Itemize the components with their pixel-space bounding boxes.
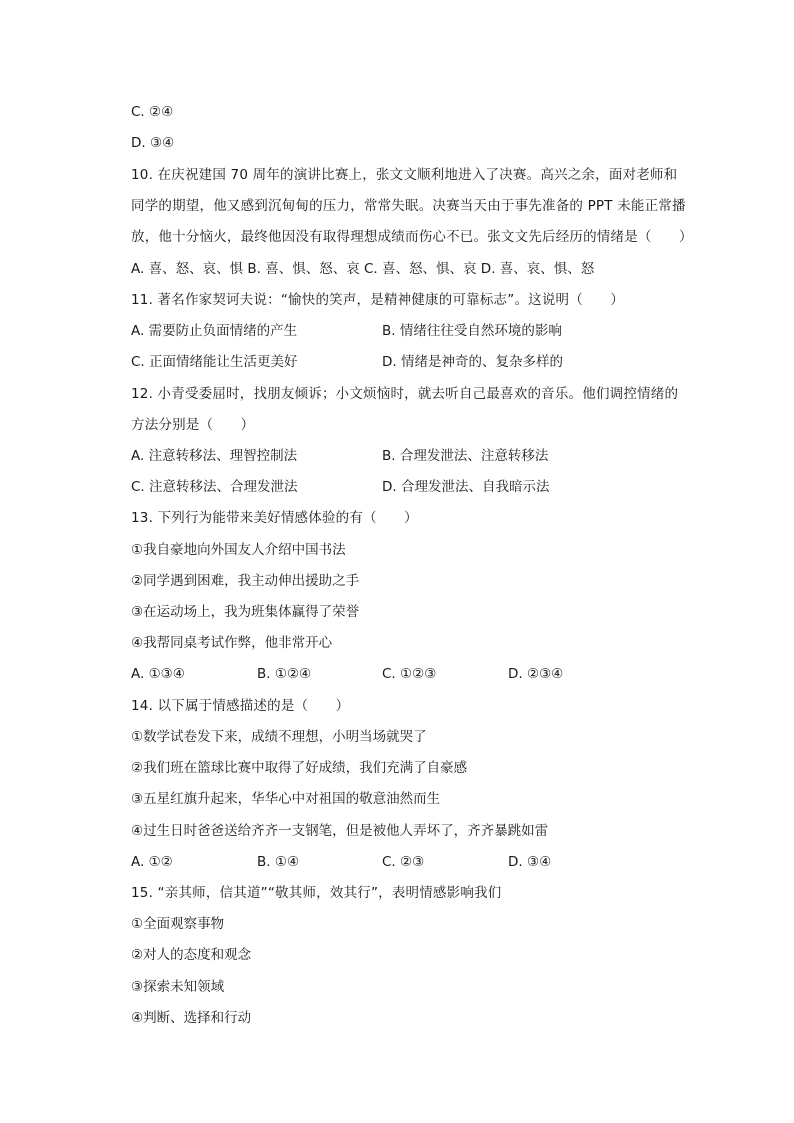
q14-item-2: ②我们班在篮球比赛中取得了好成绩，我们充满了自豪感 xyxy=(131,760,468,776)
q15-stem: 15. “亲其师，信其道”“敬其师，效其行”，表明情感影响我们 xyxy=(131,885,502,901)
q15-item-4: ④判断、选择和行动 xyxy=(131,1010,252,1026)
q9-option-d: D. ③④ xyxy=(131,135,175,151)
q13-option-c: C. ①②③ xyxy=(382,666,437,682)
q12-option-d: D. 合理发泄法、自我暗示法 xyxy=(382,479,550,495)
q11-stem: 11. 著名作家契诃夫说：“愉快的笑声，是精神健康的可靠标志”。这说明（ ） xyxy=(131,292,625,308)
q13-option-b: B. ①②④ xyxy=(257,666,312,682)
q15-item-3: ③探索未知领域 xyxy=(131,979,225,995)
q14-stem: 14. 以下属于情感描述的是（ ） xyxy=(131,698,350,714)
q12-option-c: C. 注意转移法、合理发泄法 xyxy=(131,479,298,495)
q11-option-b: B. 情绪往往受自然环境的影响 xyxy=(382,323,562,339)
q12-stem-line2: 方法分别是（ ） xyxy=(131,417,255,433)
q13-item-3: ③在运动场上，我为班集体赢得了荣誉 xyxy=(131,604,360,620)
q11-option-d: D. 情绪是神奇的、复杂多样的 xyxy=(382,354,563,370)
q14-option-d: D. ③④ xyxy=(508,854,552,870)
q14-item-1: ①数学试卷发下来，成绩不理想，小明当场就哭了 xyxy=(131,729,427,745)
q13-item-1: ①我自豪地向外国友人介绍中国书法 xyxy=(131,542,346,558)
q14-item-4: ④过生日时爸爸送给齐齐一支钢笔，但是被他人弄坏了，齐齐暴跳如雷 xyxy=(131,823,549,839)
q13-option-a: A. ①③④ xyxy=(131,666,185,682)
q9-option-c: C. ②④ xyxy=(131,104,174,120)
q13-item-2: ②同学遇到困难，我主动伸出援助之手 xyxy=(131,573,360,589)
q11-option-a: A. 需要防止负面情绪的产生 xyxy=(131,323,298,339)
q14-option-c: C. ②③ xyxy=(382,854,425,870)
q14-option-a: A. ①② xyxy=(131,854,173,870)
q15-item-1: ①全面观察事物 xyxy=(131,916,225,932)
q10-stem-line3: 放，他十分恼火，最终他因没有取得理想成绩而伤心不已。张文文先后经历的情绪是（ ） xyxy=(131,229,693,245)
q14-option-b: B. ①④ xyxy=(257,854,300,870)
q13-item-4: ④我帮同桌考试作弊，他非常开心 xyxy=(131,635,333,651)
q10-stem-line1: 10. 在庆祝建国 70 周年的演讲比赛上，张文文顺利地进入了决赛。高兴之余，面对老师和 xyxy=(131,167,678,183)
q13-option-d: D. ②③④ xyxy=(508,666,564,682)
q12-option-b: B. 合理发泄法、注意转移法 xyxy=(382,448,549,464)
q12-option-a: A. 注意转移法、理智控制法 xyxy=(131,448,298,464)
q10-stem-line2: 同学的期望，他又感到沉甸甸的压力，常常失眠。决赛当天由于事先准备的 PPT 未能正常播 xyxy=(131,198,686,214)
q10-options: A. 喜、怒、哀、惧 B. 喜、惧、怒、哀 C. 喜、怒、惧、哀 D. 喜、哀、惧、怒 xyxy=(131,261,595,277)
q12-stem-line1: 12. 小青受委屈时，找朋友倾诉；小文烦恼时，就去听自己最喜欢的音乐。他们调控情绪的 xyxy=(131,386,679,402)
q11-option-c: C. 正面情绪能让生活更美好 xyxy=(131,354,298,370)
q14-item-3: ③五星红旗升起来，华华心中对祖国的敬意油然而生 xyxy=(131,791,441,807)
q15-item-2: ②对人的态度和观念 xyxy=(131,947,252,963)
q13-stem: 13. 下列行为能带来美好情感体验的有（ ） xyxy=(131,510,418,526)
